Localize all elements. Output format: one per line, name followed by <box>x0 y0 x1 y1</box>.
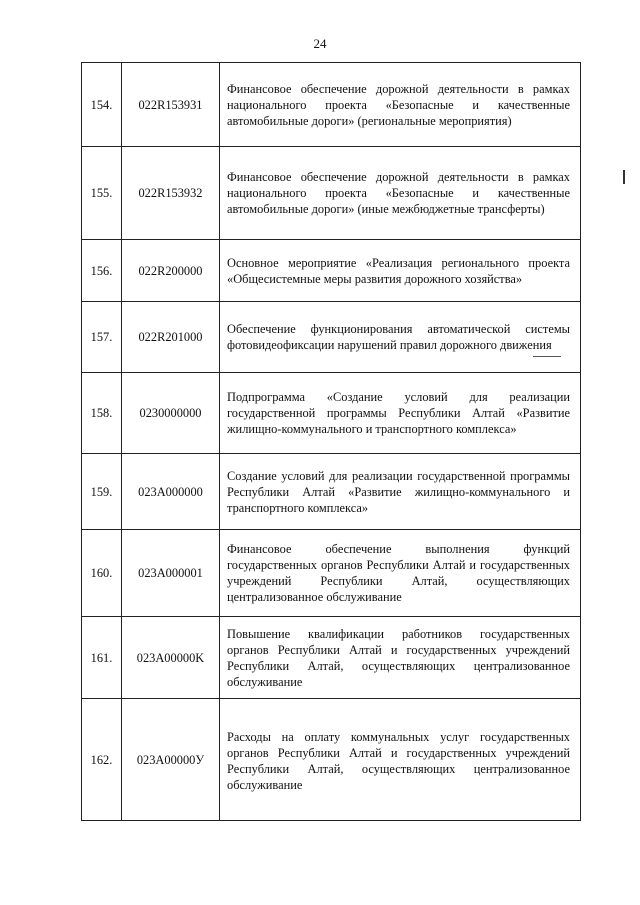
target-article-name-cell <box>220 302 581 372</box>
row-number: 156. <box>82 240 122 301</box>
target-article-name: Финансовое обеспечение дорожной деятельности в рамках национального проекта «Безопасные и качественные автомобильные дороги» (региональные мероприятия) <box>227 81 570 128</box>
row-number: 160. <box>82 530 122 616</box>
row-number: 155. <box>82 147 122 239</box>
page-number: 24 <box>313 36 327 51</box>
target-article-name-cell <box>220 240 581 301</box>
row-number: 161. <box>82 617 122 698</box>
table-row <box>82 302 581 373</box>
target-article-name: Основное мероприятие «Реализация регионального проекта «Общесистемные меры развития дорожного хозяйства» <box>227 255 570 286</box>
target-article-name-cell <box>220 617 581 698</box>
target-article-code: 022R200000 <box>122 240 220 301</box>
target-article-name: Финансовое обеспечение выполнения функций государственных органов Республики Алтай и государственных учреждений Республики Алтай, осуществляющих централизованное обслуживание <box>227 542 570 604</box>
target-article-name: Повышение квалификации работников государственных органов Республики Алтай и государственных учреждений Республики Алтай, осуществляющих централизованное обслуживание <box>227 626 570 689</box>
table-row <box>82 530 581 617</box>
target-article-name-cell <box>220 699 581 820</box>
row-number: 159. <box>82 454 122 529</box>
table-row <box>82 617 581 699</box>
row-number: 154. <box>82 63 122 146</box>
target-article-name-cell <box>220 63 581 146</box>
target-article-code: 022R153931 <box>122 63 220 146</box>
table-row <box>82 454 581 530</box>
target-article-name: Финансовое обеспечение дорожной деятельности в рамках национального проекта «Безопасные и качественные автомобильные дороги» (иные межбюджетные трансферты) <box>227 170 570 216</box>
table-row <box>82 373 581 454</box>
row-number: 157. <box>82 302 122 372</box>
table-row <box>82 63 581 147</box>
target-article-code: 023A000001 <box>122 530 220 616</box>
target-article-code: 023A00000У <box>122 699 220 820</box>
target-article-code: 022R201000 <box>122 302 220 372</box>
target-article-code: 023A000000 <box>122 454 220 529</box>
budget-classification-table <box>81 62 581 821</box>
target-article-name: Создание условий для реализации государственной программы Республики Алтай «Развитие жилищно-коммунального и транспортного комплекса» <box>227 468 570 515</box>
table-row <box>82 240 581 302</box>
scan-mark <box>533 356 561 357</box>
table-row <box>82 699 581 821</box>
table-row <box>82 147 581 240</box>
target-article-code: 022R153932 <box>122 147 220 239</box>
target-article-name: Подпрограмма «Создание условий для реализации государственной программы Республики Алтай «Развитие жилищно-коммунального и транспортного комплекса» <box>227 390 570 436</box>
target-article-name-cell <box>220 530 581 616</box>
row-number: 158. <box>82 373 122 453</box>
target-article-name: Обеспечение функционирования автоматической системы фотовидеофиксации нарушений правил дорожного движения <box>227 322 570 352</box>
target-article-name: Расходы на оплату коммунальных услуг государственных органов Республики Алтай и государственных учреждений Республики Алтай, осуществляющих централизованное обслуживание <box>227 730 570 792</box>
target-article-name-cell <box>220 373 581 453</box>
scan-mark <box>623 170 625 184</box>
target-article-code: 023A00000K <box>122 617 220 698</box>
target-article-name-cell <box>220 454 581 529</box>
target-article-code: 0230000000 <box>122 373 220 453</box>
row-number: 162. <box>82 699 122 820</box>
target-article-name-cell <box>220 147 581 239</box>
